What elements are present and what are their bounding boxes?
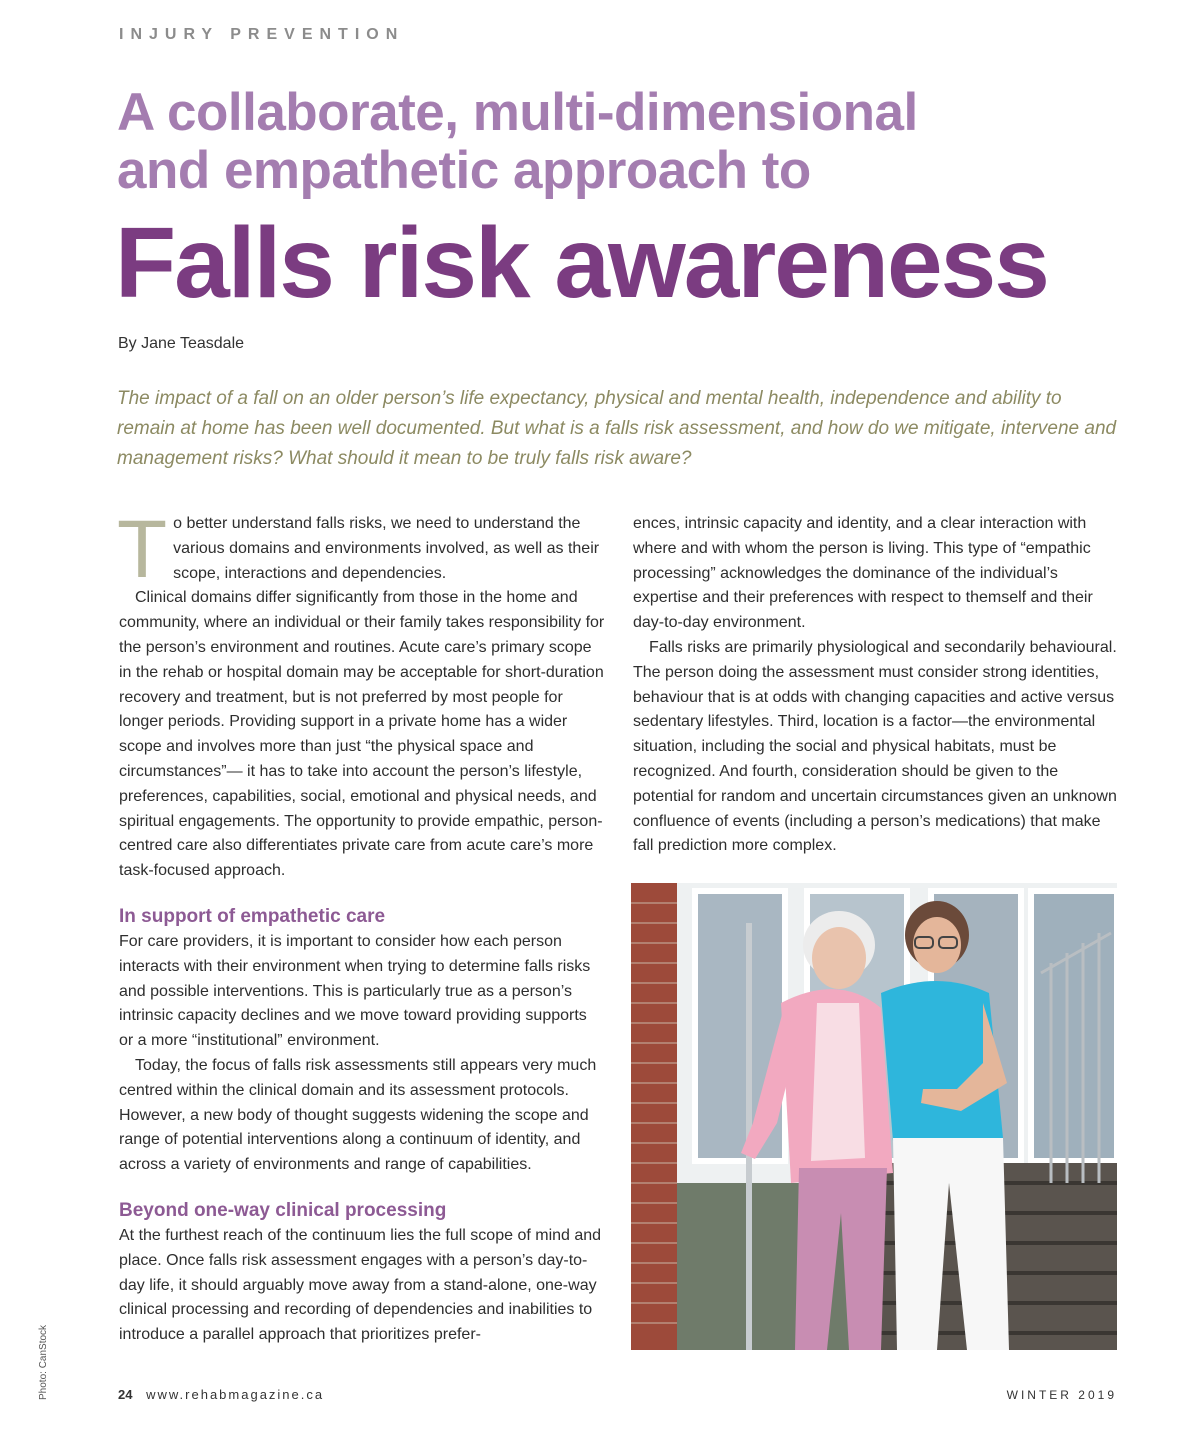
article-column-right (633, 512, 1117, 859)
page-number: 24 (118, 1387, 133, 1402)
paragraph: Falls risks are primarily physiological and secondarily behavioural. The person doing the assessment must consider strong identities, behaviour that is at odds with changing capacities and active versus sedentary lifestyles. Third, location is a factor—the environmental situation, including the social and physical habitats, must be recognized. And fourth, consideration should be given to the potential for random and uncertain circumstances given an unknown confluence of events (including a person’s medications) that make fall prediction more complex. (633, 638, 1117, 855)
paragraph: Clinical domains differ significantly from those in the home and community, where an individual or their family takes responsibility for the person’s environment and routines. Acute care’s primary scope in the rehab or hospital domain may be acceptable for short-duration recovery and treatment, but is not preferred by most people for longer periods. Providing support in a private home has a wider scope and involves more than just “the physical space and circumstances”— it has to take into account the person’s lifestyle, preferences, capabilities, social, emotional and physical needs, and spiritual engagements. The opportunity to provide empathic, person-centred care also differentiates private care from acute care’s more task-focused approach. (119, 589, 605, 880)
issue-label: WINTER 2019 (1006, 1388, 1117, 1402)
subhead-empathetic-care: In support of empathetic care (119, 905, 386, 927)
article-photo (631, 883, 1117, 1350)
section-label: INJURY PREVENTION (119, 26, 405, 43)
paragraph: Today, the focus of falls risk assessments still appears very much centred within the clinical domain and its assessment protocols. However, a new body of thought suggests widening the scope and range of potential interventions along a continuum of identity, and across a variety of environments and range of capabilities. (119, 1056, 597, 1174)
headline-line-1: A collaborate, multi-dimensional (117, 83, 918, 142)
article-column-left (117, 504, 605, 1348)
headline (117, 84, 1117, 200)
website-link[interactable]: www.rehabmagazine.ca (146, 1387, 325, 1402)
paragraph: At the furthest reach of the continuum lies the full scope of mind and place. Once falls risk assessment engages with a person’s day-to-day life, it should arguably move away from a stand-alone, one-way clinical processing and recording of dependencies and inabilities to introduce a parallel approach that prioritizes prefer- (119, 1226, 602, 1344)
photo-illustration (631, 883, 1117, 1350)
footer-left (118, 1387, 324, 1402)
subhead-beyond-clinical: Beyond one-way clinical processing (119, 1199, 447, 1221)
paragraph: ences, intrinsic capacity and identity, and a clear interaction with where and with whom the person is living. This type of “empathic processing” acknowledges the dominance of the individual’s expertise and their preferences with respect to themself and their day-to-day environment. (633, 515, 1093, 632)
paragraph: For care providers, it is important to consider how each person interacts with their environment when trying to determine falls risks and possible interventions. This is particularly true as a person’s intrinsic capacity declines and we move toward providing supports or a more “institutional” environment. (119, 932, 591, 1050)
headline-line-2: and empathetic approach to (117, 141, 811, 200)
drop-cap: T (117, 504, 168, 595)
paragraph-intro-text: o better understand falls risks, we need to understand the various domains and environments involved, as well as their scope, interactions and dependencies. (173, 515, 600, 582)
byline: By Jane Teasdale (118, 335, 245, 352)
paragraph-intro (117, 504, 605, 595)
lede: The impact of a fall on an older person’s life expectancy, physical and mental health, independence and ability to remain at home has been well documented. But what is a falls risk assessment, and how do we mitigate, intervene and management risks? What should it mean to be truly falls risk aware? (117, 388, 1117, 469)
headline-main: Falls risk awareness (115, 207, 1048, 319)
photo-credit: Photo: CanStock (38, 1324, 49, 1400)
